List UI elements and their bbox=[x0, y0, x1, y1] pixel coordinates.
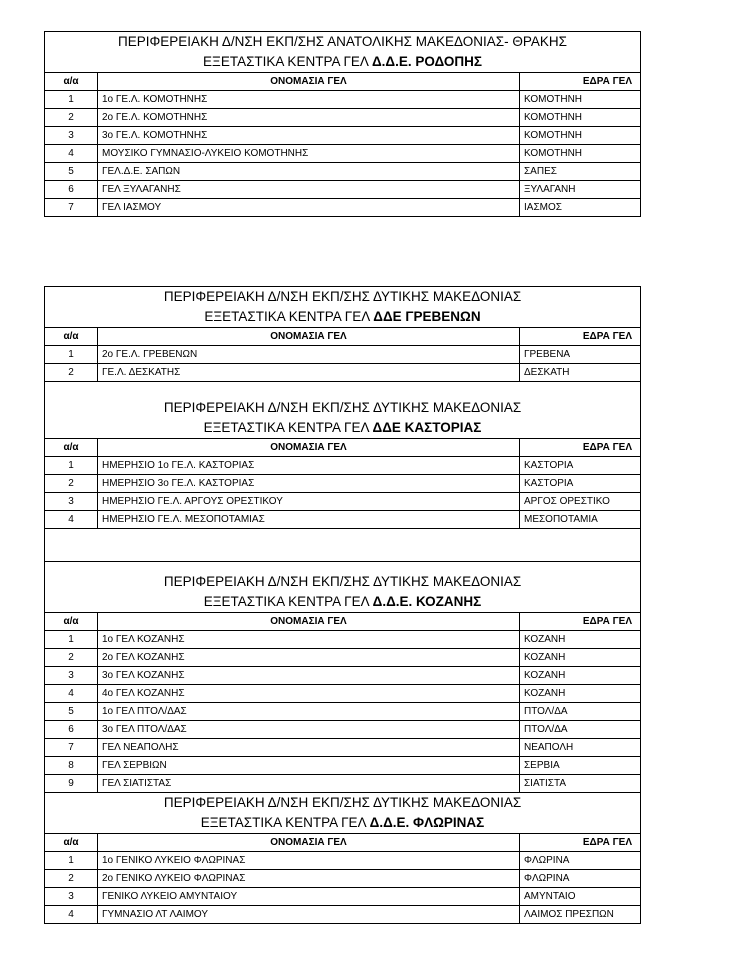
row-number: 1 bbox=[45, 346, 98, 364]
school-seat: ΓΡΕΒΕΝΑ bbox=[520, 346, 641, 364]
table-row bbox=[45, 775, 641, 793]
school-name: ΓΕΝΙΚΟ ΛΥΚΕΙΟ ΑΜΥΝΤΑΙΟΥ bbox=[98, 888, 520, 906]
school-seat: ΛΑΙΜΟΣ ΠΡΕΣΠΩΝ bbox=[520, 906, 641, 924]
table-row bbox=[45, 906, 641, 924]
header-row bbox=[45, 834, 641, 852]
school-name: ΗΜΕΡΗΣΙΟ 3ο ΓΕ.Λ. ΚΑΣΤΟΡΙΑΣ bbox=[98, 475, 520, 493]
school-name: ΟΝΟΜΑΣΙΑ ΓΕΛ bbox=[98, 439, 520, 457]
table-row bbox=[45, 346, 641, 364]
table-row bbox=[45, 739, 641, 757]
school-name: ΟΝΟΜΑΣΙΑ ΓΕΛ bbox=[98, 328, 520, 346]
table-row bbox=[45, 163, 641, 181]
table-rodopi bbox=[44, 31, 641, 217]
school-seat: ΝΕΑΠΟΛΗ bbox=[520, 739, 641, 757]
row-number: 4 bbox=[45, 511, 98, 529]
school-name: 3ο ΓΕΛ ΠΤΟΛ/ΔΑΣ bbox=[98, 721, 520, 739]
row-number: 6 bbox=[45, 721, 98, 739]
school-seat: ΕΔΡΑ ΓΕΛ bbox=[520, 613, 641, 631]
school-name: ΓΥΜΝΑΣΙΟ ΛΤ ΛΑΙΜΟΥ bbox=[98, 906, 520, 924]
table-row bbox=[45, 852, 641, 870]
row-number: 3 bbox=[45, 888, 98, 906]
school-name: ΓΕΛ.Δ.Ε. ΣΑΠΩΝ bbox=[98, 163, 520, 181]
school-seat: ΦΛΩΡΙΝΑ bbox=[520, 870, 641, 888]
school-seat: ΔΕΣΚΑΤΗ bbox=[520, 364, 641, 382]
school-name: ΓΕ.Λ. ΔΕΣΚΑΤΗΣ bbox=[98, 364, 520, 382]
school-name: ΓΕΛ ΣΙΑΤΙΣΤΑΣ bbox=[98, 775, 520, 793]
table-row bbox=[45, 475, 641, 493]
exam-centers-title: ΕΞΕΤΑΣΤΙΚΑ ΚΕΝΤΡΑ ΓΕΛ Δ.Δ.Ε. ΦΛΩΡΙΝΑΣ bbox=[45, 813, 641, 834]
table-row bbox=[45, 127, 641, 145]
row-number: 7 bbox=[45, 199, 98, 217]
school-name: 2ο ΓΕ.Λ. ΚΟΜΟΤΗΝΗΣ bbox=[98, 109, 520, 127]
row-number: 3 bbox=[45, 667, 98, 685]
row-number: 9 bbox=[45, 775, 98, 793]
table-row bbox=[45, 457, 641, 475]
school-name: 1ο ΓΕΛ ΠΤΟΛ/ΔΑΣ bbox=[98, 703, 520, 721]
blank-row bbox=[45, 529, 641, 562]
header-aa: α/α bbox=[45, 328, 98, 346]
school-seat: ΦΛΩΡΙΝΑ bbox=[520, 852, 641, 870]
school-name: ΟΝΟΜΑΣΙΑ ΓΕΛ bbox=[98, 73, 520, 91]
school-seat: ΚΟΖΑΝΗ bbox=[520, 685, 641, 703]
school-name: 1ο ΓΕΛ ΚΟΖΑΝΗΣ bbox=[98, 631, 520, 649]
school-seat: ΚΟΖΑΝΗ bbox=[520, 649, 641, 667]
school-name: ΜΟΥΣΙΚΟ ΓΥΜΝΑΣΙΟ-ΛΥΚΕΙΟ ΚΟΜΟΤΗΝΗΣ bbox=[98, 145, 520, 163]
row-number: 4 bbox=[45, 906, 98, 924]
school-name: 3ο ΓΕ.Λ. ΚΟΜΟΤΗΝΗΣ bbox=[98, 127, 520, 145]
school-seat: ΞΥΛΑΓΑΝΗ bbox=[520, 181, 641, 199]
exam-centers-title: ΕΞΕΤΑΣΤΙΚΑ ΚΕΝΤΡΑ ΓΕΛ Δ.Δ.Ε. ΚΟΖΑΝΗΣ bbox=[45, 592, 641, 613]
row-number: 4 bbox=[45, 685, 98, 703]
table-row bbox=[45, 703, 641, 721]
school-seat: ΚΑΣΤΟΡΙΑ bbox=[520, 457, 641, 475]
school-name: 2ο ΓΕΝΙΚΟ ΛΥΚΕΙΟ ΦΛΩΡΙΝΑΣ bbox=[98, 870, 520, 888]
table-row bbox=[45, 721, 641, 739]
header-aa: α/α bbox=[45, 834, 98, 852]
exam-centers-title: ΕΞΕΤΑΣΤΙΚΑ ΚΕΝΤΡΑ ΓΕΛ ΔΔΕ ΓΡΕΒΕΝΩΝ bbox=[45, 307, 641, 328]
row-number: 3 bbox=[45, 493, 98, 511]
row-number: 8 bbox=[45, 757, 98, 775]
table-row bbox=[45, 888, 641, 906]
table-row bbox=[45, 870, 641, 888]
row-number: 1 bbox=[45, 457, 98, 475]
school-name: ΓΕΛ ΣΕΡΒΙΩΝ bbox=[98, 757, 520, 775]
header-row bbox=[45, 439, 641, 457]
header-row bbox=[45, 73, 641, 91]
region-title: ΠΕΡΙΦΕΡΕΙΑΚΗ Δ/ΝΣΗ ΕΚΠ/ΣΗΣ ΑΝΑΤΟΛΙΚΗΣ ΜΑΚΕΔΟΝΙΑΣ- ΘΡΑΚΗΣ bbox=[45, 32, 641, 53]
school-seat: ΚΟΜΟΤΗΝΗ bbox=[520, 91, 641, 109]
header-row bbox=[45, 328, 641, 346]
row-number: 6 bbox=[45, 181, 98, 199]
region-title: ΠΕΡΙΦΕΡΕΙΑΚΗ Δ/ΝΣΗ ΕΚΠ/ΣΗΣ ΔΥΤΙΚΗΣ ΜΑΚΕΔΟΝΙΑΣ bbox=[45, 793, 641, 814]
table-cell bbox=[45, 529, 641, 562]
school-seat: ΠΤΟΛ/ΔΑ bbox=[520, 703, 641, 721]
row-number: 1 bbox=[45, 631, 98, 649]
table-row bbox=[45, 364, 641, 382]
school-name: ΗΜΕΡΗΣΙΟ 1ο ΓΕ.Λ. ΚΑΣΤΟΡΙΑΣ bbox=[98, 457, 520, 475]
exam-centers-title: ΕΞΕΤΑΣΤΙΚΑ ΚΕΝΤΡΑ ΓΕΛ ΔΔΕ ΚΑΣΤΟΡΙΑΣ bbox=[45, 418, 641, 439]
table-row bbox=[45, 91, 641, 109]
table-row bbox=[45, 757, 641, 775]
school-seat: ΕΔΡΑ ΓΕΛ bbox=[520, 328, 641, 346]
table-western-macedonia bbox=[44, 286, 641, 924]
table-row bbox=[45, 667, 641, 685]
row-number: 2 bbox=[45, 649, 98, 667]
school-name: 1ο ΓΕΝΙΚΟ ΛΥΚΕΙΟ ΦΛΩΡΙΝΑΣ bbox=[98, 852, 520, 870]
row-number: 1 bbox=[45, 91, 98, 109]
header-aa: α/α bbox=[45, 73, 98, 91]
school-name: 4ο ΓΕΛ ΚΟΖΑΝΗΣ bbox=[98, 685, 520, 703]
region-title: ΠΕΡΙΦΕΡΕΙΑΚΗ Δ/ΝΣΗ ΕΚΠ/ΣΗΣ ΔΥΤΙΚΗΣ ΜΑΚΕΔΟΝΙΑΣ bbox=[45, 562, 641, 593]
school-name: ΓΕΛ ΝΕΑΠΟΛΗΣ bbox=[98, 739, 520, 757]
row-number: 1 bbox=[45, 852, 98, 870]
school-seat: ΕΔΡΑ ΓΕΛ bbox=[520, 834, 641, 852]
school-seat: ΑΜΥΝΤΑΙΟ bbox=[520, 888, 641, 906]
header-row bbox=[45, 613, 641, 631]
row-number: 4 bbox=[45, 145, 98, 163]
table-row bbox=[45, 145, 641, 163]
row-number: 2 bbox=[45, 870, 98, 888]
school-seat: ΚΑΣΤΟΡΙΑ bbox=[520, 475, 641, 493]
school-name: ΓΕΛ ΙΑΣΜΟΥ bbox=[98, 199, 520, 217]
row-number: 5 bbox=[45, 703, 98, 721]
table-row bbox=[45, 109, 641, 127]
school-seat: ΣΕΡΒΙΑ bbox=[520, 757, 641, 775]
region-title: ΠΕΡΙΦΕΡΕΙΑΚΗ Δ/ΝΣΗ ΕΚΠ/ΣΗΣ ΔΥΤΙΚΗΣ ΜΑΚΕΔΟΝΙΑΣ bbox=[45, 287, 641, 308]
school-name: 1ο ΓΕ.Λ. ΚΟΜΟΤΗΝΗΣ bbox=[98, 91, 520, 109]
school-name: ΗΜΕΡΗΣΙΟ ΓΕ.Λ. ΑΡΓΟΥΣ ΟΡΕΣΤΙΚΟΥ bbox=[98, 493, 520, 511]
school-seat: ΑΡΓΟΣ ΟΡΕΣΤΙΚΟ bbox=[520, 493, 641, 511]
header-aa: α/α bbox=[45, 613, 98, 631]
school-name: ΓΕΛ ΞΥΛΑΓΑΝΗΣ bbox=[98, 181, 520, 199]
school-name: ΟΝΟΜΑΣΙΑ ΓΕΛ bbox=[98, 834, 520, 852]
school-seat: ΚΟΜΟΤΗΝΗ bbox=[520, 145, 641, 163]
table-row bbox=[45, 685, 641, 703]
school-seat: ΚΟΜΟΤΗΝΗ bbox=[520, 109, 641, 127]
exam-centers-title: ΕΞΕΤΑΣΤΙΚΑ ΚΕΝΤΡΑ ΓΕΛ Δ.Δ.Ε. ΡΟΔΟΠΗΣ bbox=[45, 52, 641, 73]
school-seat: ΕΔΡΑ ΓΕΛ bbox=[520, 73, 641, 91]
school-seat: ΣΙΑΤΙΣΤΑ bbox=[520, 775, 641, 793]
table-row bbox=[45, 511, 641, 529]
table-row bbox=[45, 199, 641, 217]
school-seat: ΙΑΣΜΟΣ bbox=[520, 199, 641, 217]
table-row bbox=[45, 493, 641, 511]
school-name: 3ο ΓΕΛ ΚΟΖΑΝΗΣ bbox=[98, 667, 520, 685]
school-name: 2ο ΓΕ.Λ. ΓΡΕΒΕΝΩΝ bbox=[98, 346, 520, 364]
row-number: 2 bbox=[45, 364, 98, 382]
school-seat: ΕΔΡΑ ΓΕΛ bbox=[520, 439, 641, 457]
school-seat: ΚΟΖΑΝΗ bbox=[520, 667, 641, 685]
row-number: 2 bbox=[45, 109, 98, 127]
table-row bbox=[45, 631, 641, 649]
school-seat: ΜΕΣΟΠΟΤΑΜΙΑ bbox=[520, 511, 641, 529]
school-seat: ΚΟΖΑΝΗ bbox=[520, 631, 641, 649]
school-name: ΗΜΕΡΗΣΙΟ ΓΕ.Λ. ΜΕΣΟΠΟΤΑΜΙΑΣ bbox=[98, 511, 520, 529]
region-title: ΠΕΡΙΦΕΡΕΙΑΚΗ Δ/ΝΣΗ ΕΚΠ/ΣΗΣ ΔΥΤΙΚΗΣ ΜΑΚΕΔΟΝΙΑΣ bbox=[45, 382, 641, 419]
table-row bbox=[45, 649, 641, 667]
school-seat: ΠΤΟΛ/ΔΑ bbox=[520, 721, 641, 739]
school-name: ΟΝΟΜΑΣΙΑ ΓΕΛ bbox=[98, 613, 520, 631]
row-number: 7 bbox=[45, 739, 98, 757]
table-row bbox=[45, 181, 641, 199]
school-seat: ΚΟΜΟΤΗΝΗ bbox=[520, 127, 641, 145]
school-name: 2ο ΓΕΛ ΚΟΖΑΝΗΣ bbox=[98, 649, 520, 667]
row-number: 2 bbox=[45, 475, 98, 493]
row-number: 3 bbox=[45, 127, 98, 145]
header-aa: α/α bbox=[45, 439, 98, 457]
row-number: 5 bbox=[45, 163, 98, 181]
school-seat: ΣΑΠΕΣ bbox=[520, 163, 641, 181]
